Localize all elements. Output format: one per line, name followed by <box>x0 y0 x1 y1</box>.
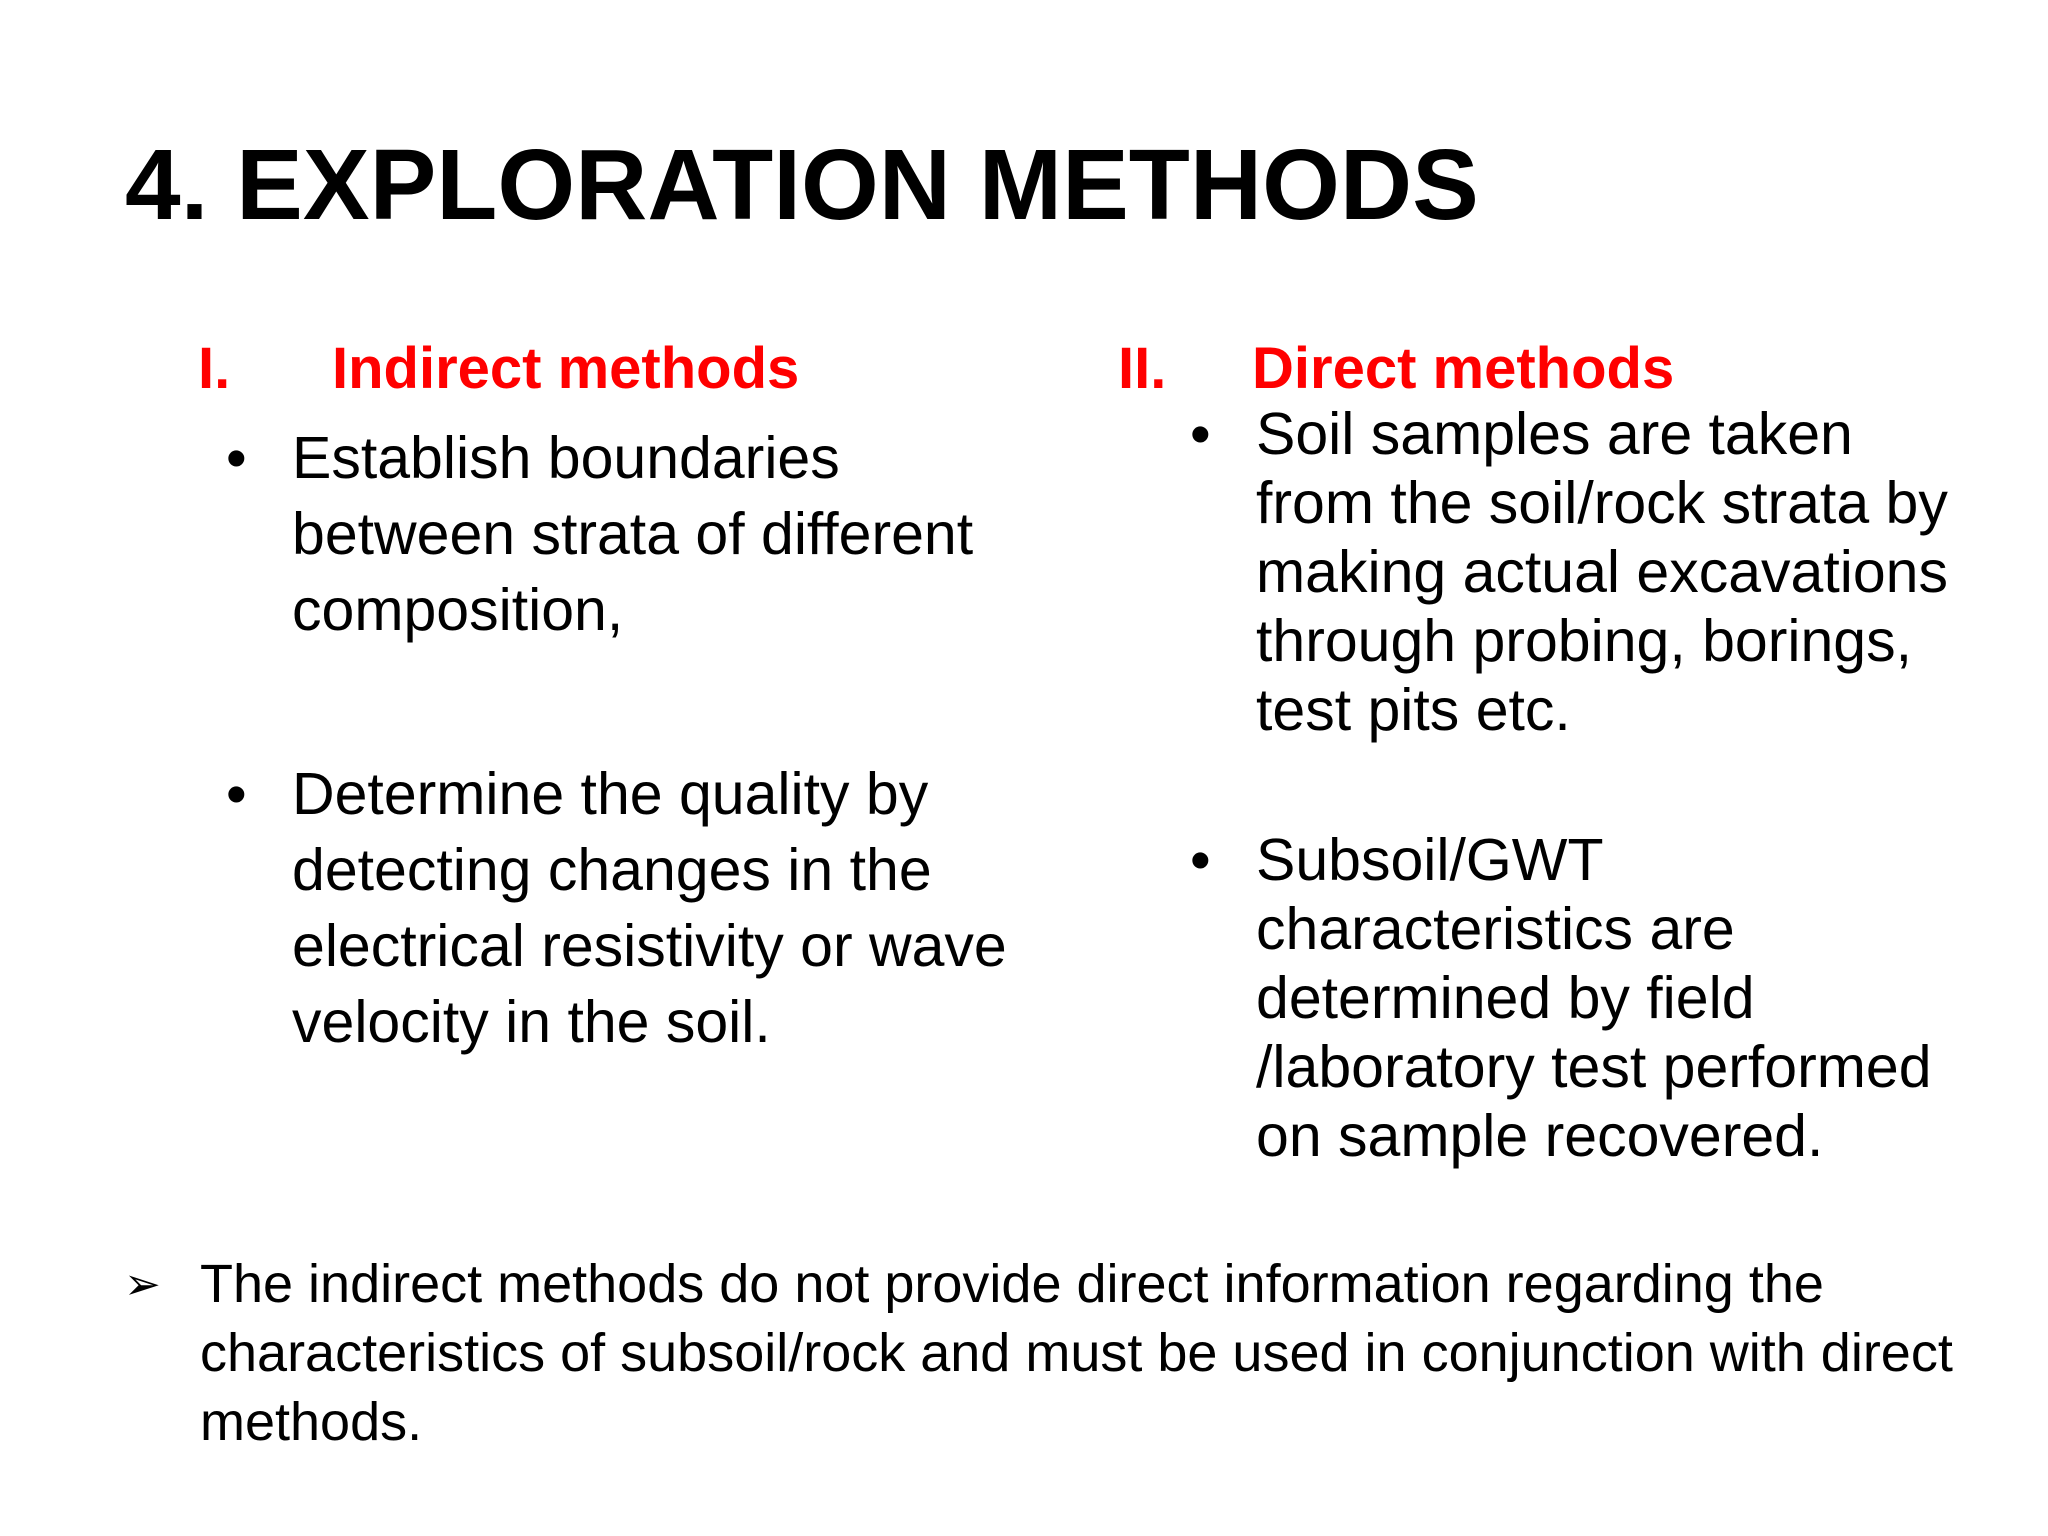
list-item <box>226 420 1012 648</box>
indirect-methods-heading <box>198 334 800 404</box>
heading-text: Direct methods <box>1252 336 1675 401</box>
note-text: The indirect methods do not provide direct information regarding the characteristics of subsoil/rock and must be used in conjunction with direct methods. <box>200 1254 1953 1452</box>
list-item-text: Subsoil/GWT characteristics are determined by field /laboratory test performed on sample recovered. <box>1256 827 1932 1169</box>
heading-text: Indirect methods <box>332 336 800 401</box>
heading-numeral: I. <box>198 336 231 401</box>
list-item-text: Establish boundaries between strata of different composition, <box>292 425 974 643</box>
arrow-bullet-icon: ➢ <box>124 1260 161 1309</box>
list-item-text: Soil samples are taken from the soil/rock strata by making actual excavations through probing, borings, test pits etc. <box>1256 401 1948 743</box>
list-item <box>1190 826 1976 1171</box>
list-item <box>226 756 1012 1060</box>
bullet-icon: • <box>226 425 247 491</box>
heading-numeral: II. <box>1118 336 1167 401</box>
bullet-icon: • <box>226 761 247 827</box>
bullet-icon: • <box>1190 401 1211 467</box>
bullet-icon: • <box>1190 827 1211 893</box>
conclusion-note <box>124 1250 1960 1457</box>
direct-methods-heading <box>1118 334 1675 404</box>
page-title: 4. EXPLORATION METHODS <box>125 129 1479 241</box>
list-item <box>1190 400 1976 745</box>
list-item-text: Determine the quality by detecting changes in the electrical resistivity or wave velocity in the soil. <box>292 761 1007 1055</box>
